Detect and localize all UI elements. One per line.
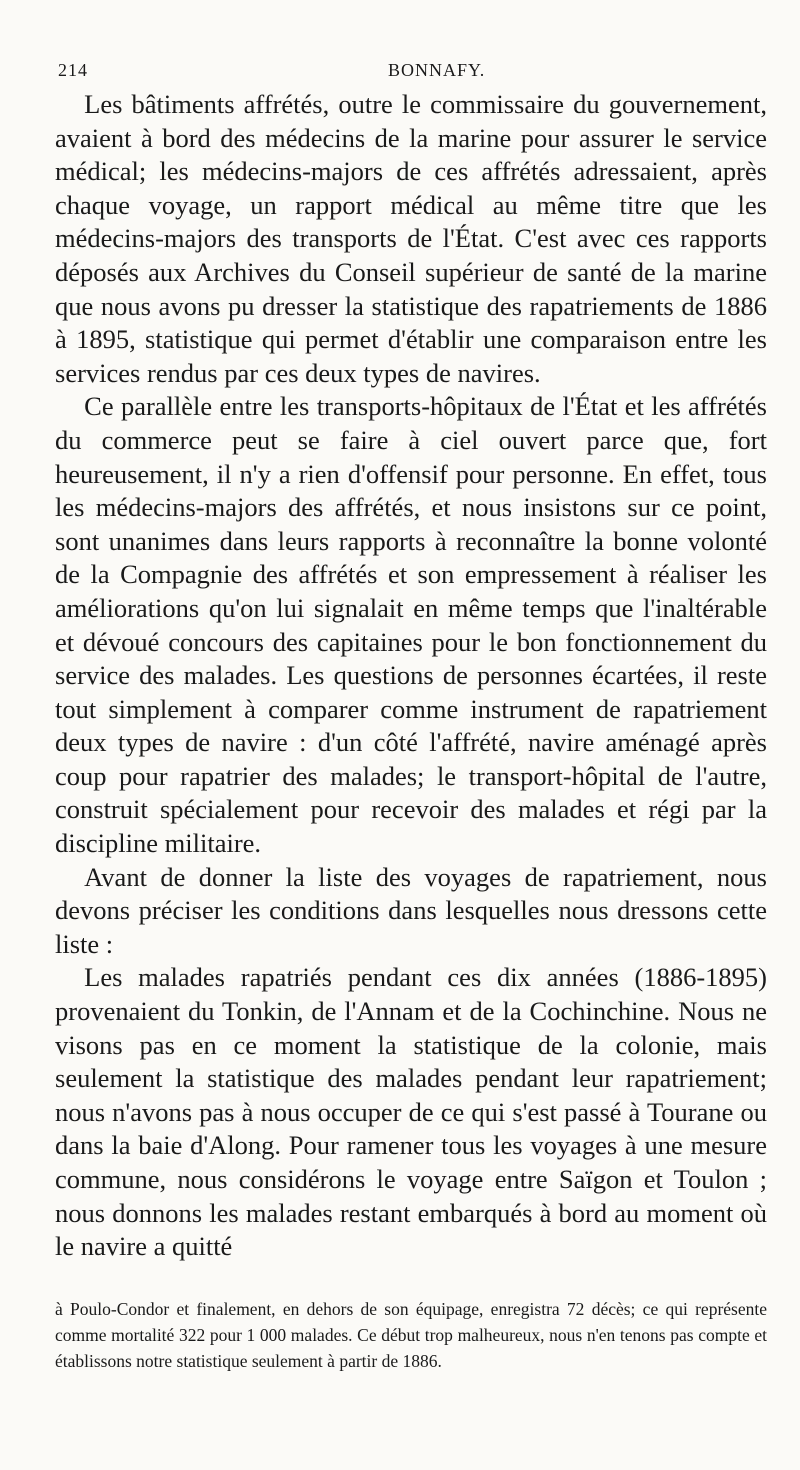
paragraph: Avant de donner la liste des voyages de rapatriement, nous devons préciser les conditions dans lesquelles nous dressons cette liste :: [55, 861, 767, 959]
paragraph: Les malades rapatriés pendant ces dix années (1886-1895) provenaient du Tonkin, de l'Annam et de la Cochinchine. Nous ne visons pas en ce moment la statistique de la colonie, mais seulement la statistique des malades pendant leur rapatriement; nous n'avons pas à nous occuper de ce qui s'est passé à Tourane ou dans la baie d'Along. Pour ramener tous les voyages à une mesure commune, nous considérons le voyage entre Saïgon et Toulon ; nous donnons les malades restant embarqués à bord au moment où le navire a quitté: [55, 962, 767, 1262]
page-header: [58, 60, 758, 90]
running-head: BONNAFY.: [388, 60, 486, 80]
footnote-text: à Poulo-Condor et finalement, en dehors de son équipage, enregistra 72 décès; ce qui représente comme mortalité 322 pour 1 000 malades. Ce début trop malheureux, nous n'en tenons pas compte et établissons notre statistique seulement à partir de 1886.: [55, 1299, 767, 1371]
footnote: [55, 1296, 767, 1374]
paragraph: Les bâtiments affrétés, outre le commissaire du gouvernement, avaient à bord des médecins de la marine pour assurer le service médical; les médecins-majors de ces affrétés adressaient, après chaque voyage, un rapport médical au même titre que les médecins-majors des transports de l'État. C'est avec ces rapports déposés aux Archives du Conseil supérieur de santé de la marine que nous avons pu dresser la statistique des rapatriements de 1886 à 1895, statistique qui permet d'établir une comparaison entre les services rendus par ces deux types de navires.: [55, 89, 767, 388]
body-text: [55, 88, 767, 1264]
page-number: 214: [58, 60, 88, 80]
paragraph: Ce parallèle entre les transports-hôpitaux de l'État et les affrétés du commerce peut se faire à ciel ouvert parce que, fort heureusement, il n'y a rien d'offensif pour personne. En effet, tous les médecins-majors des affrétés, et nous insistons sur ce point, sont unanimes dans leurs rapports à reconnaître la bonne volonté de la Compagnie des affrétés et son empressement à réaliser les améliorations qu'on lui signalait en même temps que l'inaltérable et dévoué concours des capitaines pour le bon fonctionnement du service des malades. Les questions de personnes écartées, il reste tout simplement à comparer comme instrument de rapatriement deux types de navire : d'un côté l'affrété, navire aménagé après coup pour rapatrier des malades; le transport-hôpital de l'autre, construit spécialement pour recevoir des malades et régi par la discipline militaire.: [55, 391, 767, 859]
